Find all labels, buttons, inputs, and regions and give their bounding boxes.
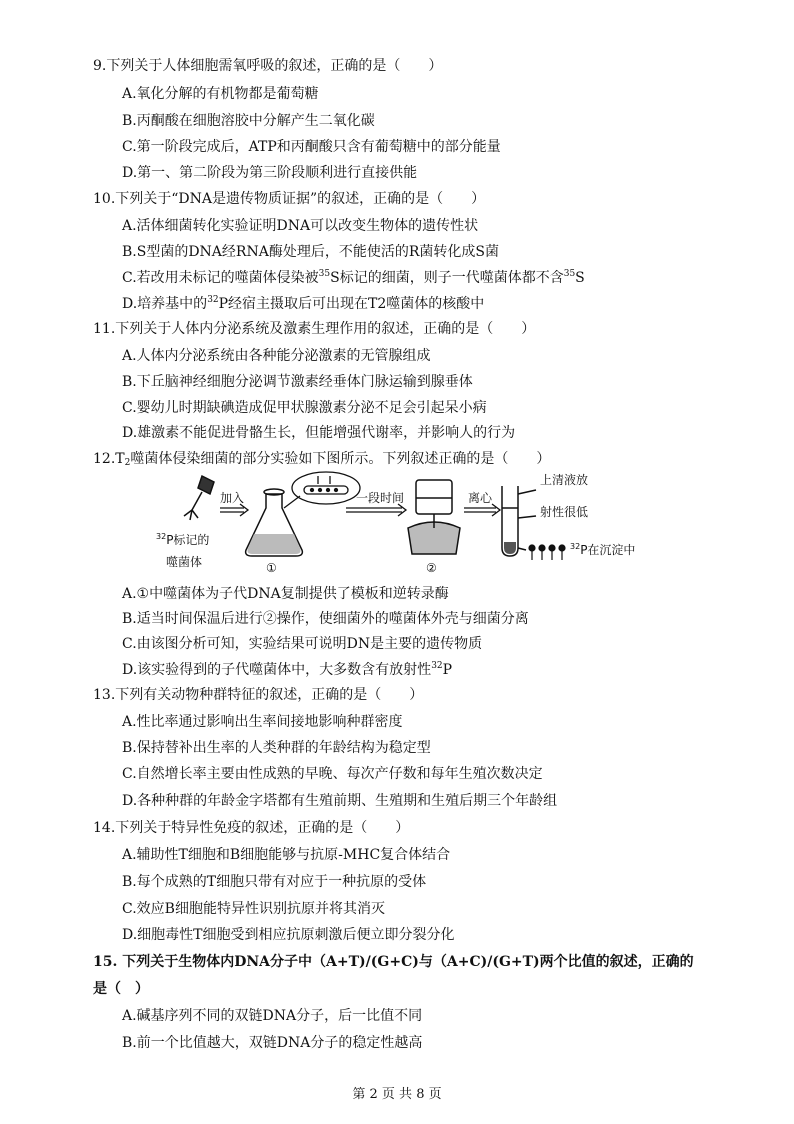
supernatant-label-1: 上清液放 [540, 473, 589, 487]
blender-number-label: ② [426, 561, 437, 575]
question-14-option-d: D.细胞毒性T细胞受到相应抗原刺激后便立即分裂分化 [122, 927, 455, 943]
question-13-stem: 13.下列有关动物种群特征的叙述，正确的是（ ） [93, 687, 424, 703]
time-arrow-icon [346, 504, 406, 516]
add-label: 加入 [220, 491, 245, 505]
phage-experiment-figure [140, 468, 680, 578]
add-arrow-icon [220, 504, 248, 516]
page-footer: 第 2 页 共 8 页 [352, 1087, 442, 1102]
phage-label-line1: $^{32}$P标记的 [156, 532, 210, 547]
question-14-option-b: B.每个成熟的T细胞只带有对应于一种抗原的受体 [122, 874, 427, 890]
question-9-stem: 9.下列关于人体细胞需氧呼吸的叙述，正确的是（ ） [93, 58, 443, 74]
question-15-option-b: B.前一个比值越大，双链DNA分子的稳定性越高 [122, 1035, 423, 1051]
question-10-stem: 10.下列关于“DNA是遗传物质证据”的叙述，正确的是（ ） [93, 191, 486, 207]
question-13-option-b: B.保持替补出生率的人类种群的年龄结构为稳定型 [122, 740, 431, 756]
question-9-option-d: D.第一、第二阶段为第三阶段顺利进行直接供能 [122, 165, 418, 181]
question-11-option-a: A.人体内分泌系统由各种能分泌激素的无管腺组成 [122, 348, 431, 364]
question-9-option-c: C.第一阶段完成后，ATP和丙酮酸只含有葡萄糖中的部分能量 [122, 139, 501, 155]
time-label: 一段时间 [356, 491, 405, 505]
question-13-option-d: D.各种种群的年龄金字塔都有生殖前期、生殖期和生殖后期三个年龄组 [122, 793, 558, 809]
question-12-option-c: C.由该图分析可知，实验结果可说明DN是主要的遗传物质 [122, 636, 483, 652]
centrifuge-label: 离心 [468, 491, 493, 505]
question-14-option-a: A.辅助性T细胞和B细胞能够与抗原-MHC复合体结合 [122, 847, 451, 863]
question-12-option-b: B.适当时间保温后进行②操作，使细菌外的噬菌体外壳与细菌分离 [122, 611, 529, 627]
question-12-stem: $12.T_2$噬菌体侵染细菌的部分实验如下图所示。下列叙述正确的是（ ） [93, 451, 551, 468]
question-11-option-d: D.雄激素不能促进骨骼生长，但能增强代谢率，并影响人的行为 [122, 425, 516, 441]
phage-experiment-diagram [140, 468, 680, 578]
question-11-option-c: C.婴幼儿时期缺碘造成促甲状腺激素分泌不足会引起呆小病 [122, 400, 487, 416]
pellet-phages-icon [529, 545, 565, 560]
zoom-bubble-icon [284, 472, 360, 508]
question-12-option-d: D.该实验得到的子代噬菌体中，大多数含有放射性$^{32}$P [122, 661, 453, 678]
pellet-label: $^{32}$P在沉淀中 [570, 542, 636, 557]
question-11-option-b: B.下丘脑神经细胞分泌调节激素经垂体门脉运输到腺垂体 [122, 374, 473, 390]
question-10-option-b: B.S型菌的DNA经RNA酶处理后，不能使活的R菌转化成S菌 [122, 244, 499, 260]
question-9-option-a: A.氧化分解的有机物都是葡萄糖 [122, 86, 319, 102]
question-14-option-c: C.效应B细胞能特异性识别抗原并将其消灭 [122, 901, 385, 917]
question-10-option-d: D.培养基中的$^{32}$P经宿主摄取后可出现在T2噬菌体的核酸中 [122, 295, 485, 312]
question-9-option-b: B.丙酮酸在细胞溶胶中分解产生二氧化碳 [122, 113, 375, 129]
centrifuge-arrow-icon [464, 504, 500, 516]
question-13-option-a: A.性比率通过影响出生率间接地影响种群密度 [122, 714, 403, 730]
question-12-option-a: A.①中噬菌体为子代DNA复制提供了模板和逆转录酶 [122, 586, 449, 602]
supernatant-label-2: 射性很低 [540, 505, 589, 519]
question-10-option-a: A.活体细菌转化实验证明DNA可以改变生物体的遗传性状 [122, 218, 479, 234]
labeled-phage-icon [184, 476, 214, 520]
question-10-option-c: C.若改用未标记的噬菌体侵染被$^{35}$S标记的细菌，则子一代噬菌体都不含$^{35}$S [122, 269, 585, 286]
question-15-stem-line2: 是（ ） [93, 981, 149, 997]
flask-number-label: ① [266, 561, 277, 575]
culture-flask-icon [246, 489, 303, 556]
question-15-stem-line1: 15. 下列关于生物体内DNA分子中（A+T)/(G+C)与（A+C)/(G+T)两个比值的叙述，正确的 [93, 954, 694, 970]
question-11-stem: 11.下列关于人体内分泌系统及激素生理作用的叙述，正确的是（ ） [93, 321, 536, 337]
question-14-stem: 14.下列关于特异性免疫的叙述，正确的是（ ） [93, 820, 410, 836]
question-13-option-c: C.自然增长率主要由性成熟的早晚、每次产仔数和每年生殖次数决定 [122, 766, 543, 782]
phage-label-line2: 噬菌体 [166, 555, 203, 569]
question-15-option-a: A.碱基序列不同的双链DNA分子，后一比值不同 [122, 1008, 423, 1024]
blender-icon [408, 480, 460, 554]
